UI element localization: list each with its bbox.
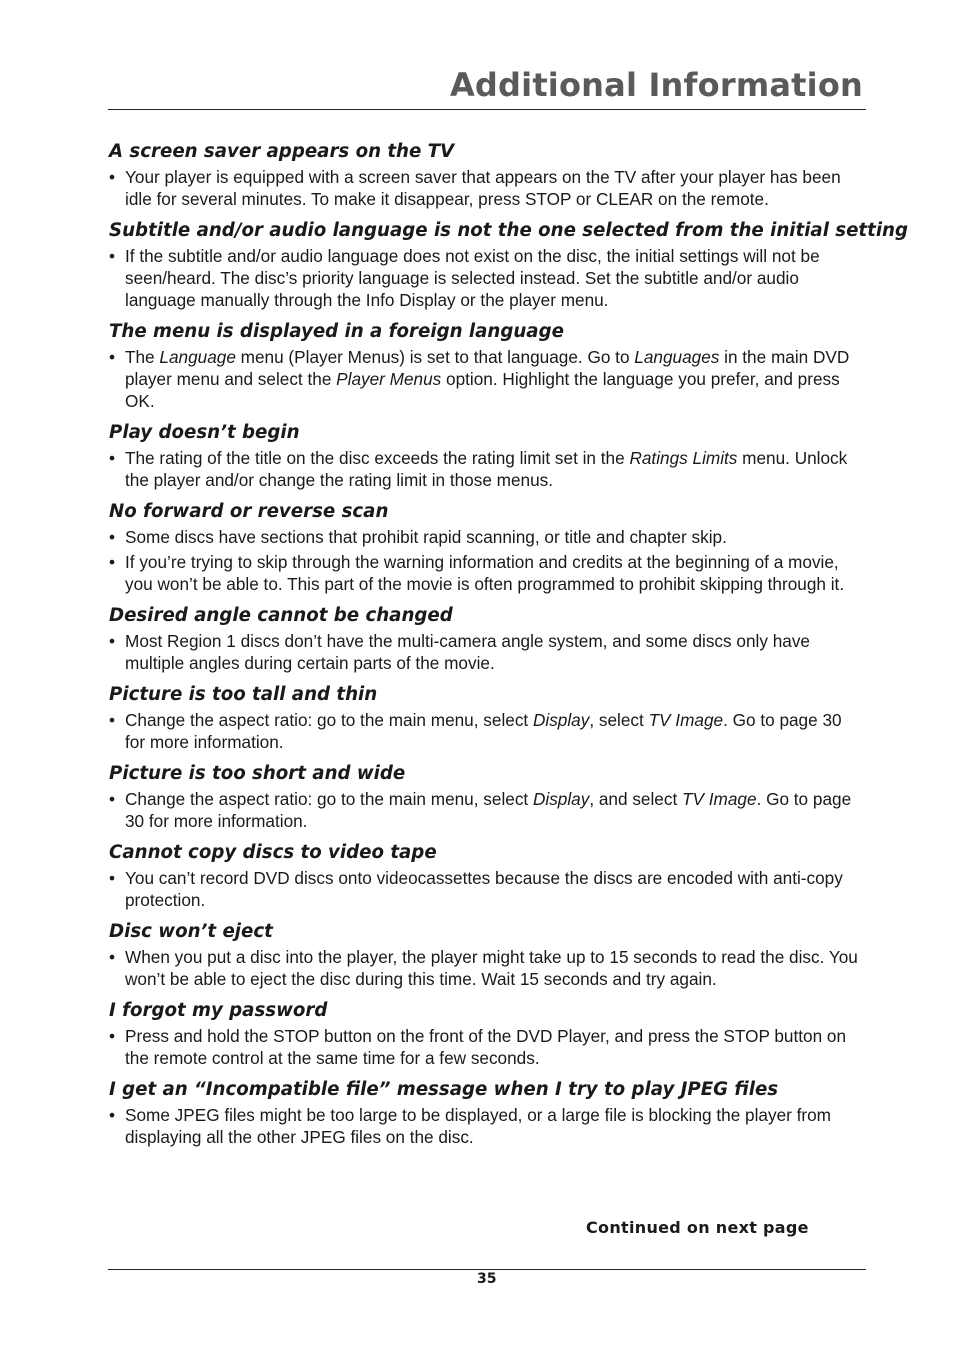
bullet-icon: • bbox=[109, 631, 116, 651]
item-text: , and select bbox=[589, 789, 683, 809]
item-text: Change the aspect ratio: go to the main menu, select bbox=[125, 789, 533, 809]
page-number: 35 bbox=[477, 1271, 497, 1287]
continued-note: Continued on next page bbox=[586, 1218, 809, 1237]
item-text: . Go to page 30 for more information. bbox=[125, 710, 842, 752]
bullet-item bbox=[109, 630, 865, 674]
menu-name-text: Display bbox=[532, 789, 590, 809]
section-heading: Picture is too tall and thin bbox=[109, 684, 378, 705]
bullet-item bbox=[109, 867, 865, 911]
item-text: Some JPEG files might be too large to be displayed, or a large file is blocking the player from displaying all the other JPEG files on the disc. bbox=[125, 1105, 831, 1147]
troubleshooting-section bbox=[109, 604, 865, 674]
section-heading: No forward or reverse scan bbox=[109, 501, 389, 522]
item-text: Some discs have sections that prohibit rapid scanning, or title and chapter skip. bbox=[125, 527, 727, 547]
troubleshooting-section bbox=[109, 500, 865, 595]
troubleshooting-section bbox=[109, 140, 865, 210]
troubleshooting-section bbox=[109, 999, 865, 1069]
section-heading: Cannot copy discs to video tape bbox=[109, 842, 437, 863]
footer-rule bbox=[108, 1269, 866, 1270]
bullet-item bbox=[109, 709, 865, 753]
bullet-icon: • bbox=[109, 167, 116, 187]
section-heading: Subtitle and/or audio language is not the one selected from the initial setting bbox=[109, 220, 909, 241]
item-text: Most Region 1 discs don’t have the multi-camera angle system, and some discs only have multiple angles during certain parts of the movie. bbox=[125, 631, 810, 673]
bullet-icon: • bbox=[109, 1026, 116, 1046]
troubleshooting-section bbox=[109, 841, 865, 911]
item-text: If the subtitle and/or audio language does not exist on the disc, the initial settings will not be seen/heard. The disc’s priority language is selected instead. Set the subtitle and/or audio language manually through the Info Display or the player menu. bbox=[125, 246, 820, 310]
bullet-icon: • bbox=[109, 1105, 116, 1125]
bullet-item bbox=[109, 346, 865, 412]
section-heading: I forgot my password bbox=[109, 1000, 328, 1021]
header-rule bbox=[108, 109, 866, 110]
bullet-item bbox=[109, 1025, 865, 1069]
bullet-item bbox=[109, 245, 865, 311]
page-title: Additional Information bbox=[449, 66, 863, 104]
item-text: Your player is equipped with a screen saver that appears on the TV after your player has been idle for several minutes. To make it disappear, press STOP or CLEAR on the remote. bbox=[125, 167, 841, 209]
section-heading: Desired angle cannot be changed bbox=[109, 605, 453, 626]
troubleshooting-section bbox=[109, 320, 865, 412]
item-text: The bbox=[125, 347, 160, 367]
section-heading: I get an “Incompatible file” message when I try to play JPEG files bbox=[109, 1079, 779, 1100]
item-text: menu. Unlock the player and/or change the rating limit in those menus. bbox=[125, 448, 848, 490]
bullet-item bbox=[109, 551, 865, 595]
bullet-item bbox=[109, 447, 865, 491]
bullet-item bbox=[109, 526, 865, 548]
item-text: in the main DVD player menu and select the bbox=[125, 347, 850, 389]
bullet-item bbox=[109, 1104, 865, 1148]
item-text: You can’t record DVD discs onto videocassettes because the discs are encoded with anti-copy protection. bbox=[125, 868, 843, 910]
item-text: Change the aspect ratio: go to the main menu, select bbox=[125, 710, 533, 730]
bullet-item bbox=[109, 946, 865, 990]
section-heading: A screen saver appears on the TV bbox=[109, 141, 455, 162]
bullet-icon: • bbox=[109, 789, 116, 809]
item-text: If you’re trying to skip through the warning information and credits at the beginning of a movie, you won’t be able to. This part of the movie is often programmed to prohibit skipping through it. bbox=[125, 552, 845, 594]
item-text: When you put a disc into the player, the player might take up to 15 seconds to read the disc. You won’t be able to eject the disc during this time. Wait 15 seconds and try again. bbox=[125, 947, 858, 989]
bullet-icon: • bbox=[109, 527, 116, 547]
bullet-icon: • bbox=[109, 246, 116, 266]
troubleshooting-section bbox=[109, 421, 865, 491]
bullet-icon: • bbox=[109, 947, 116, 967]
troubleshooting-section bbox=[109, 762, 865, 832]
troubleshooting-content bbox=[109, 140, 909, 1157]
bullet-icon: • bbox=[109, 710, 116, 730]
troubleshooting-section bbox=[109, 920, 865, 990]
menu-name-text: Player Menus bbox=[336, 369, 442, 389]
bullet-icon: • bbox=[109, 552, 116, 572]
troubleshooting-section bbox=[109, 683, 865, 753]
item-text: option. Highlight the language you prefer, and press OK. bbox=[125, 369, 840, 411]
bullet-icon: • bbox=[109, 868, 116, 888]
item-text: . Go to page 30 for more information. bbox=[125, 789, 852, 831]
item-text: menu (Player Menus) is set to that language. Go to bbox=[235, 347, 635, 367]
menu-name-text: Language bbox=[159, 347, 236, 367]
section-heading: The menu is displayed in a foreign language bbox=[109, 321, 564, 342]
troubleshooting-section bbox=[109, 219, 909, 311]
menu-name-text: Ratings Limits bbox=[629, 448, 738, 468]
bullet-icon: • bbox=[109, 347, 116, 367]
section-heading: Play doesn’t begin bbox=[109, 422, 300, 443]
menu-name-text: TV Image bbox=[682, 789, 757, 809]
item-text: The rating of the title on the disc exceeds the rating limit set in the bbox=[125, 448, 630, 468]
section-heading: Picture is too short and wide bbox=[109, 763, 406, 784]
troubleshooting-section bbox=[109, 1078, 865, 1148]
item-text: , select bbox=[589, 710, 649, 730]
bullet-icon: • bbox=[109, 448, 116, 468]
item-text: Press and hold the STOP button on the front of the DVD Player, and press the STOP button on the remote control at the same time for a few seconds. bbox=[125, 1026, 847, 1068]
bullet-item bbox=[109, 788, 865, 832]
section-heading: Disc won’t eject bbox=[109, 921, 273, 942]
menu-name-text: Display bbox=[532, 710, 590, 730]
menu-name-text: TV Image bbox=[648, 710, 724, 730]
menu-name-text: Languages bbox=[634, 347, 720, 367]
bullet-item bbox=[109, 166, 865, 210]
